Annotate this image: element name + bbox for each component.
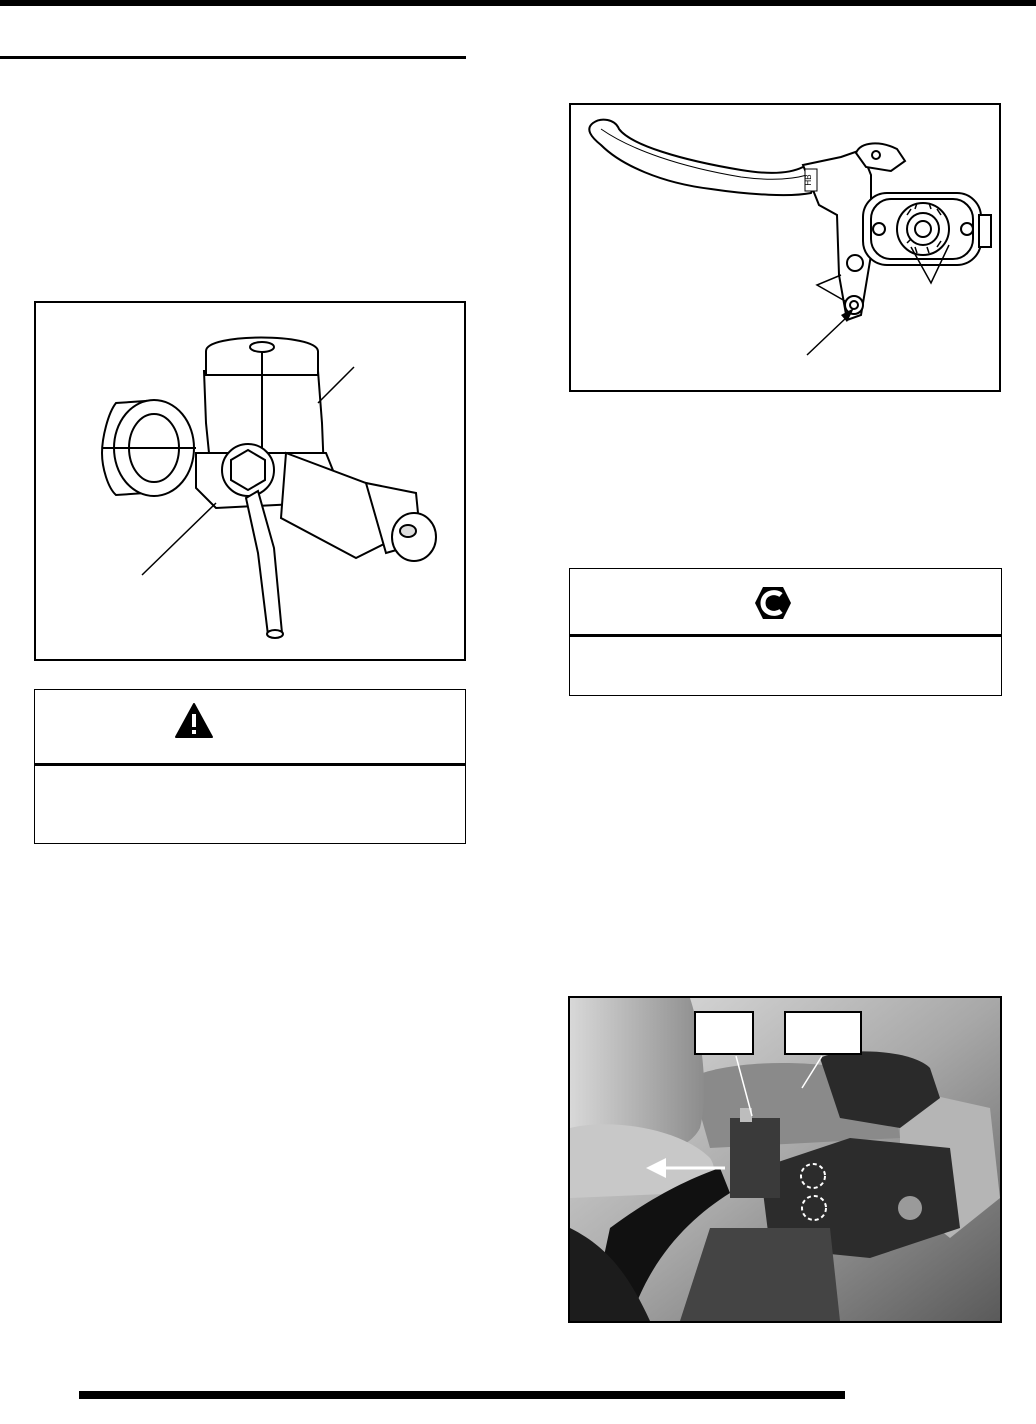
footer-rule [79,1391,845,1399]
torque-divider [570,634,1001,637]
brake-lever-figure [569,103,1001,392]
top-rule [0,0,1036,6]
photo-callout-2 [784,1011,862,1055]
section-rule [0,56,466,59]
warning-triangle-icon [174,702,214,740]
torque-box [569,568,1002,696]
torque-wrench-icon [753,585,793,621]
svg-text:HB: HB [804,174,813,186]
warning-divider [35,763,465,766]
brake-switch-photo-figure [568,996,1002,1323]
lever-marking [804,169,817,191]
brake-lever-illustration [571,105,999,390]
warning-box [34,689,466,844]
master-cylinder-figure [34,301,466,661]
photo-callout-1 [694,1011,754,1055]
master-cylinder-illustration [36,303,464,659]
